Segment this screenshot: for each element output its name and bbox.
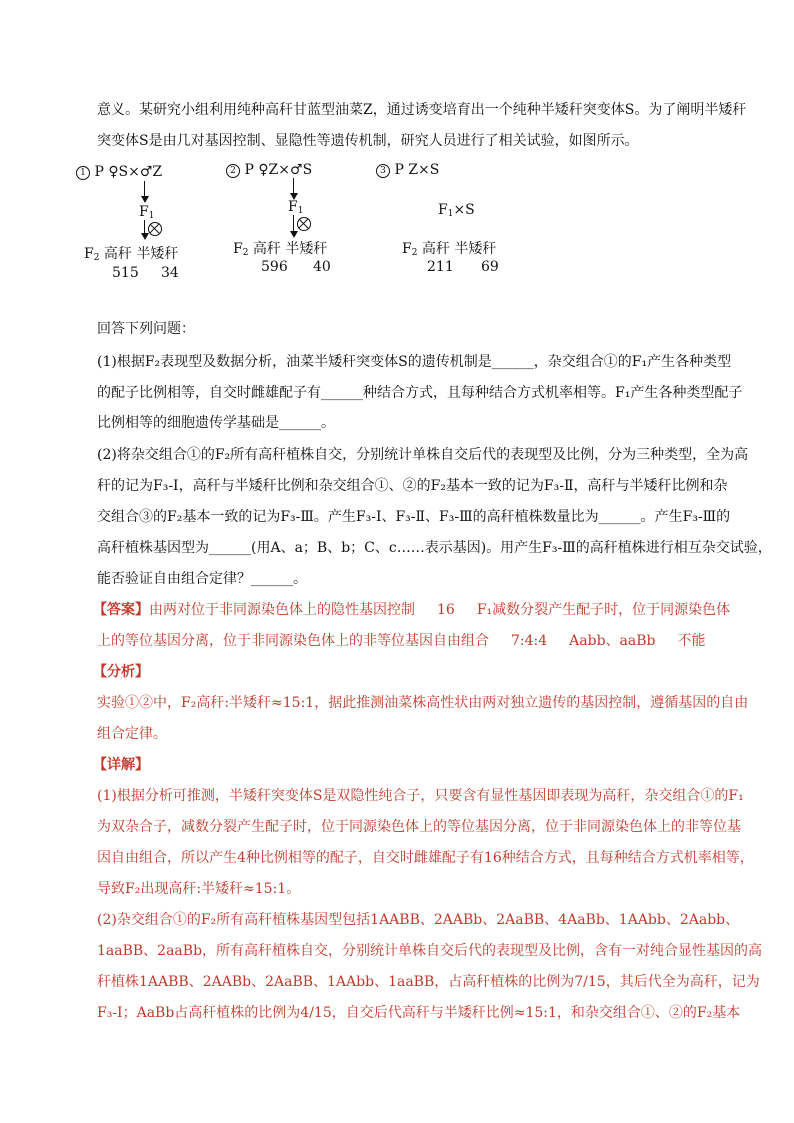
detail-1-line-1: (1)根据分析可推测，半矮秆突变体S是双隐性纯合子，只要含有显性基因即表现为高秆，杂交组合①的F₁ [97,788,744,804]
self-cross-icon [297,217,311,231]
question-1-line-2: 的配子比例相等，自交时雌雄配子有______种结合方式，且每种结合方式机率相等。F₁产生各种类型配子 [97,385,743,401]
exp3-f1-label: F [438,202,448,218]
exp3-f2-sub: 2 [411,248,418,258]
exp1-f1-sub: 1 [148,211,155,221]
exp2-arrow-2 [293,215,294,232]
answer-ratio: 7:4:4 [511,633,548,649]
exp2-cross: P ♀Z×♂S [244,162,313,178]
question-2-line-1: (2)将杂交组合①的F₂所有高秆植株自交，分别统计单株自交后代的表现型及比例，分为三种类型，全为高 [97,447,749,463]
question-2-line-5: 能否验证自由组合定律？______。 [97,571,307,587]
exp1-f2-label: 高秆 半矮秆 [103,246,179,262]
analysis-line-1: 实验①②中，F₂高秆:半矮秆≈15:1，据此推测油菜株高性状由两对独立遗传的基因控制，遵循基因的自由 [97,695,749,711]
intro-line-1: 意义。某研究小组利用纯种高秆甘蓝型油菜Z，通过诱变培育出一个纯种半矮秆突变体S。为了阐明半矮秆 [97,102,747,118]
question-2-line-3: 交组合③的F₂基本一致的记为F₃-Ⅲ。产生F₃-Ⅰ、F₃-Ⅱ、F₃-Ⅲ的高秆植株数量比为______。产生F₃-Ⅲ的 [97,509,731,525]
self-cross-icon [148,222,162,236]
exp2-f2-label: 高秆 半矮秆 [252,241,328,257]
exp3-f2-label: 高秆 半矮秆 [421,241,497,257]
question-1-line-3: 比例相等的细胞遗传学基础是______。 [97,415,335,431]
exp2-f2-prefix: F [233,241,243,257]
answer-mechanism: 由两对位于非同源染色体上的隐性基因控制 [149,602,415,618]
exp3-dwarf-count: 69 [481,259,499,275]
detail-1-line-2: 为双杂合子，减数分裂产生配子时，位于同源染色体上的等位基因分离，位于非同源染色体上的非等位基 [97,819,741,835]
answer-genotypes: Aabb、aaBb [569,633,656,649]
exp1-arrow-2-head [141,233,149,240]
detail-2-line-4: F₃-Ⅰ；AaBb占高秆植株的比例为4/15，自交后代高秆与半矮秆比例≈15:1，和杂交组合①、②的F₂基本 [97,1005,741,1021]
exp1-f2-sub: 2 [93,253,100,263]
exp1-number: 1 [76,166,90,180]
exp2-f1-label: F [288,199,298,215]
exp1-f1-label: F [139,204,149,220]
exp2-f2-sub: 2 [242,248,249,258]
exp3-tall-count: 211 [427,259,454,275]
answer-combinations: 16 [437,602,455,618]
intro-line-2: 突变体S是由几对基因控制、显隐性等遗传机制，研究人员进行了相关试验，如图所示。 [97,133,639,149]
detail-2-line-3: 秆植株1AABB、2AABb、2AaBB、1AAbb、1aaBB，占高秆植株的比例为7/15，其后代全为高秆，记为 [97,974,760,990]
analysis-label: 【分析】 [93,664,149,680]
exp1-f2-prefix: F [84,246,94,262]
exp2-dwarf-count: 40 [313,259,331,275]
answer-line-2 [97,631,722,651]
question-2-line-4: 高秆植株基因型为______(用A、a；B、b；C、c……表示基因)。用产生F₃-Ⅲ的高秆植株进行相互杂交试验， [97,540,772,556]
detail-label: 【详解】 [93,757,149,773]
questions-header: 回答下列问题： [97,321,195,337]
answer-basis-part-2: 上的等位基因分离，位于非同源染色体上的非等位基因自由组合 [97,633,489,649]
answer-basis-part-1: F₁减数分裂产生配子时，位于同源染色体 [476,602,731,618]
question-2-line-2: 秆的记为F₃-Ⅰ，高秆与半矮秆比例和杂交组合①、②的F₂基本一致的记为F₃-Ⅱ，高秆与半矮秆比例和杂 [97,478,728,494]
exp1-arrow-1-head [141,196,149,203]
question-1-line-1: (1)根据F₂表现型及数据分析，油菜半矮秆突变体S的遗传机制是______，杂交组合①的F₁产生各种类型 [97,354,732,370]
answer-verify: 不能 [677,633,706,649]
answer-line-1 [93,600,731,620]
exp3-number: 3 [376,164,390,178]
exp1-cross: P ♀S×♂Z [94,164,163,180]
exp1-dwarf-count: 34 [161,265,179,281]
detail-2-line-2: 1aaBB、2aaBb，所有高秆植株自交，分别统计单株自交后代的表现型及比例，含有一对纯合显性基因的高 [97,943,763,959]
exp3-f1-suffix: ×S [453,202,475,218]
analysis-line-2: 组合定律。 [97,726,167,742]
exp3-f2-prefix: F [402,241,412,257]
exp3-cross: P Z×S [394,162,440,178]
exp2-arrow-2-head [290,231,298,238]
detail-1-line-4: 导致F₂出现高秆:半矮秆≈15:1。 [97,881,301,897]
answer-label: 【答案】 [93,602,149,618]
exp1-tall-count: 515 [112,265,139,281]
detail-1-line-3: 因自由组合，所以产生4种比例相等的配子，自交时雌雄配子有16种结合方式，且每种结合方式机率相等， [97,850,754,866]
detail-2-line-1: (2)杂交组合①的F₂所有高秆植株基因型包括1AABB、2AABb、2AaBB、4AaBb、1AAbb、2Aabb、 [97,912,740,928]
exp2-number: 2 [226,164,240,178]
exp2-f1-sub: 1 [297,206,304,216]
exp2-tall-count: 596 [261,259,288,275]
exp3-f1-sub: 1 [447,209,454,219]
